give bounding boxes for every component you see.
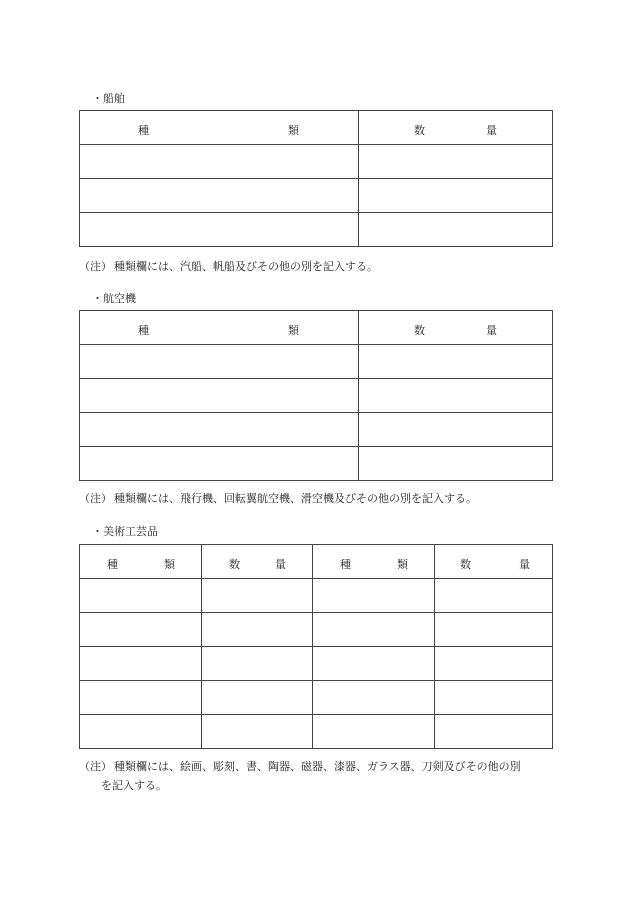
quantity-header: 数 量 [359, 311, 553, 345]
quantity-cell[interactable] [202, 579, 313, 613]
kind-cell[interactable] [313, 613, 435, 647]
ship-table [79, 110, 553, 247]
kind-cell[interactable] [80, 715, 202, 749]
art-note-continuation: を記入する。 [101, 779, 167, 792]
quantity-cell[interactable] [435, 647, 553, 681]
kind-header: 種 類 [80, 111, 359, 145]
kind-header: 種 類 [313, 545, 435, 579]
quantity-cell[interactable] [435, 715, 553, 749]
quantity-cell[interactable] [359, 213, 553, 247]
table-row [80, 647, 553, 681]
kind-cell[interactable] [80, 447, 359, 481]
kind-cell[interactable] [80, 145, 359, 179]
kind-cell[interactable] [80, 379, 359, 413]
quantity-cell[interactable] [202, 681, 313, 715]
quantity-cell[interactable] [359, 145, 553, 179]
art-section-title: ・美術工芸品 [92, 525, 158, 538]
kind-header: 種 類 [80, 311, 359, 345]
quantity-cell[interactable] [435, 613, 553, 647]
table-row [80, 413, 553, 447]
quantity-cell[interactable] [359, 379, 553, 413]
kind-cell[interactable] [313, 681, 435, 715]
quantity-cell[interactable] [359, 345, 553, 379]
table-row [80, 179, 553, 213]
aircraft-note: （注） 種類欄には、飛行機、回転翼航空機、滑空機及びその他の別を記入する。 [79, 492, 477, 505]
quantity-cell[interactable] [202, 647, 313, 681]
kind-header: 種 類 [80, 545, 202, 579]
ship-section-title: ・船舶 [92, 92, 125, 105]
aircraft-section-title: ・航空機 [92, 292, 136, 305]
kind-cell[interactable] [80, 647, 202, 681]
kind-cell[interactable] [313, 715, 435, 749]
quantity-header: 数 量 [435, 545, 553, 579]
quantity-header: 数 量 [359, 111, 553, 145]
art-table [79, 544, 553, 749]
quantity-header: 数 量 [202, 545, 313, 579]
table-header-row [80, 111, 553, 145]
kind-cell[interactable] [80, 179, 359, 213]
art-note: （注） 種類欄には、絵画、彫刻、書、陶器、磁器、漆器、ガラス器、刀剣及びその他の別 [79, 760, 521, 773]
quantity-cell[interactable] [359, 413, 553, 447]
kind-cell[interactable] [80, 613, 202, 647]
kind-cell[interactable] [80, 413, 359, 447]
table-row [80, 681, 553, 715]
table-row [80, 613, 553, 647]
kind-cell[interactable] [80, 681, 202, 715]
table-row [80, 145, 553, 179]
table-header-row [80, 545, 553, 579]
table-row [80, 213, 553, 247]
table-row [80, 715, 553, 749]
table-header-row [80, 311, 553, 345]
kind-cell[interactable] [80, 213, 359, 247]
table-row [80, 379, 553, 413]
quantity-cell[interactable] [359, 179, 553, 213]
quantity-cell[interactable] [202, 613, 313, 647]
table-row [80, 345, 553, 379]
aircraft-table [79, 310, 553, 481]
quantity-cell[interactable] [202, 715, 313, 749]
quantity-cell[interactable] [435, 681, 553, 715]
kind-cell[interactable] [313, 647, 435, 681]
quantity-cell[interactable] [359, 447, 553, 481]
ship-note: （注） 種類欄には、汽船、帆船及びその他の別を記入する。 [79, 260, 378, 273]
table-row [80, 447, 553, 481]
table-row [80, 579, 553, 613]
kind-cell[interactable] [313, 579, 435, 613]
quantity-cell[interactable] [435, 579, 553, 613]
kind-cell[interactable] [80, 579, 202, 613]
kind-cell[interactable] [80, 345, 359, 379]
